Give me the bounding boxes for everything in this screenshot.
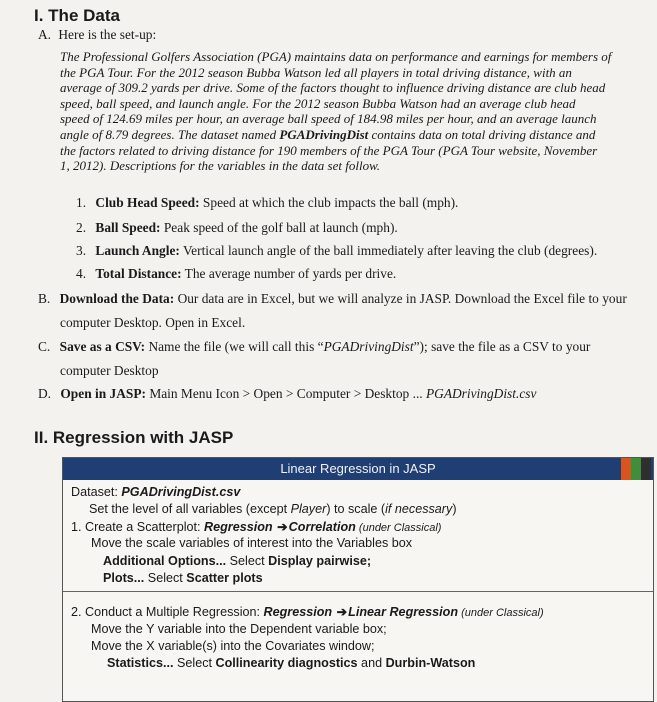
pga-paragraph — [60, 49, 611, 174]
item-d-filename: PGADrivingDist.csv — [425, 386, 537, 401]
variable-num: 4. — [76, 266, 87, 281]
item-b-text: Our data are in Excel, but we will analyze in JASP. Download the Excel file to your — [174, 291, 627, 306]
step-text: 2. Conduct a Multiple Regression: — [71, 605, 264, 619]
color-swatch-dark — [641, 458, 651, 480]
variable-num: 2. — [76, 220, 87, 235]
option-text: Additional Options... — [103, 554, 227, 568]
set-level-line — [89, 502, 457, 516]
menu-correlation: Correlation — [288, 520, 356, 534]
item-c-line2: computer Desktop — [60, 363, 159, 378]
option-text: Durbin-Watson — [385, 656, 476, 670]
item-b-heading: Download the Data: — [59, 291, 175, 306]
paragraph-line: speed, ball speed, and launch angle. For the 2012 season Bubba Watson had an average club head — [60, 95, 576, 111]
paragraph-line: speed of 124.69 miles per hour, an average ball speed of 184.98 miles per hour, and an average launch — [60, 111, 597, 127]
option-text: Collinearity diagnostics — [215, 656, 358, 670]
variable-name: Club Head Speed: — [95, 195, 200, 210]
option-text: Statistics... — [107, 656, 174, 670]
item-b-line2: computer Desktop. Open in Excel. — [60, 315, 246, 330]
step-1-line-2: Move the scale variables of interest into the Variables box — [91, 536, 413, 550]
variable-desc: Vertical launch angle of the ball immediately after leaving the club (degrees). — [179, 243, 598, 258]
item-d-label: D. — [38, 386, 52, 401]
box-header — [63, 458, 653, 480]
box-title: Linear Regression in JASP — [280, 461, 436, 476]
item-b-label: B. — [38, 291, 51, 306]
variable-item-1 — [76, 195, 458, 211]
paragraph-line-with-dataset — [60, 127, 611, 143]
paragraph-text: angle of 8.79 degrees. The dataset named — [60, 126, 280, 142]
option-text: Display pairwise; — [268, 554, 372, 568]
variable-name: Launch Angle: — [95, 243, 180, 258]
step-1-line-4 — [103, 571, 263, 585]
arrow-right-icon: ➔ — [336, 605, 348, 619]
option-text: Plots... — [103, 571, 145, 585]
variable-item-4 — [76, 266, 396, 282]
variable-name: Ball Speed: — [95, 220, 161, 235]
item-d-heading: Open in JASP: — [60, 386, 146, 401]
jasp-instructions-box — [62, 457, 654, 702]
step-1-line — [71, 519, 441, 534]
item-c — [38, 339, 590, 355]
paragraph-line: the PGA Tour. For the 2012 season Bubba Watson led all players in total driving distance, with an — [60, 64, 572, 80]
variable-item-2 — [76, 220, 398, 236]
dataset-name: PGADrivingDist — [279, 126, 369, 142]
paragraph-line: 1, 2012). Descriptions for the variables in the data set follow. — [60, 158, 381, 174]
item-c-text: ”); save the file as a CSV to your — [413, 339, 591, 354]
menu-regression: Regression — [263, 605, 333, 619]
dataset-file: PGADrivingDist.csv — [121, 485, 241, 499]
variable-num: 3. — [76, 243, 87, 258]
item-c-text: Name the file (we will call this “ — [145, 339, 324, 354]
variable-desc: Peak speed of the golf ball at launch (mph). — [160, 220, 398, 235]
dataset-line — [71, 485, 240, 499]
item-c-label: C. — [38, 339, 51, 354]
variable-num: 1. — [76, 195, 87, 210]
paragraph-line: average of 309.2 yards per drive. Some of the factors thought to influence driving distance are club head — [60, 80, 606, 96]
paragraph-line: The Professional Golfers Association (PGA) maintains data on performance and earnings for members of — [60, 49, 612, 64]
menu-linear-regression: Linear Regression — [348, 605, 459, 619]
text: ) to scale ( — [326, 502, 386, 516]
text: Select — [144, 571, 187, 585]
variable-name: Total Distance: — [95, 266, 182, 281]
paragraph-text: contains data on total driving distance and — [368, 126, 596, 142]
paragraph-line: the factors related to driving distance for 190 members of the PGA Tour (PGA Tour website, November — [60, 142, 598, 158]
step-text: 1. Create a Scatterplot: — [71, 520, 205, 534]
player-text: Player — [290, 502, 327, 516]
item-c-heading: Save as a CSV: — [59, 339, 146, 354]
item-a-intro: Here is the set-up: — [58, 27, 157, 42]
item-d — [38, 386, 536, 402]
step-1-line-3 — [103, 554, 371, 568]
if-necessary-text: if necessary — [385, 502, 453, 516]
step-2-line — [71, 604, 544, 619]
item-a-label: A. — [38, 27, 52, 42]
text: Select — [226, 554, 269, 568]
dataset-label: Dataset: — [71, 485, 122, 499]
note-text: (under Classical) — [458, 607, 544, 619]
note-text: (under Classical) — [355, 522, 442, 534]
variable-desc: Speed at which the club impacts the ball (mph). — [199, 195, 459, 210]
menu-regression: Regression — [204, 520, 273, 534]
text: and — [357, 656, 386, 670]
item-b — [38, 291, 627, 307]
arrow-right-icon: ➔ — [277, 520, 288, 534]
section-1-title: I. The Data — [34, 6, 120, 25]
text: Set the level of all variables (except — [89, 502, 291, 516]
item-a — [38, 27, 156, 43]
variable-desc: The average number of yards per drive. — [181, 266, 397, 281]
divider — [63, 591, 653, 592]
step-2-line-4 — [107, 656, 475, 670]
color-swatch-orange — [621, 458, 631, 480]
text: Select — [173, 656, 216, 670]
option-text: Scatter plots — [186, 571, 263, 585]
item-d-text: Main Menu Icon > Open > Computer > Desktop ... — [145, 386, 426, 401]
text: ) — [452, 502, 457, 516]
step-2-line-2: Move the Y variable into the Dependent variable box; — [91, 622, 387, 636]
step-2-line-3: Move the X variable(s) into the Covariates window; — [91, 639, 375, 653]
color-swatch-green — [631, 458, 641, 480]
variable-item-3 — [76, 243, 597, 259]
section-2-title: II. Regression with JASP — [34, 428, 234, 447]
item-c-filename: PGADrivingDist — [323, 339, 414, 354]
